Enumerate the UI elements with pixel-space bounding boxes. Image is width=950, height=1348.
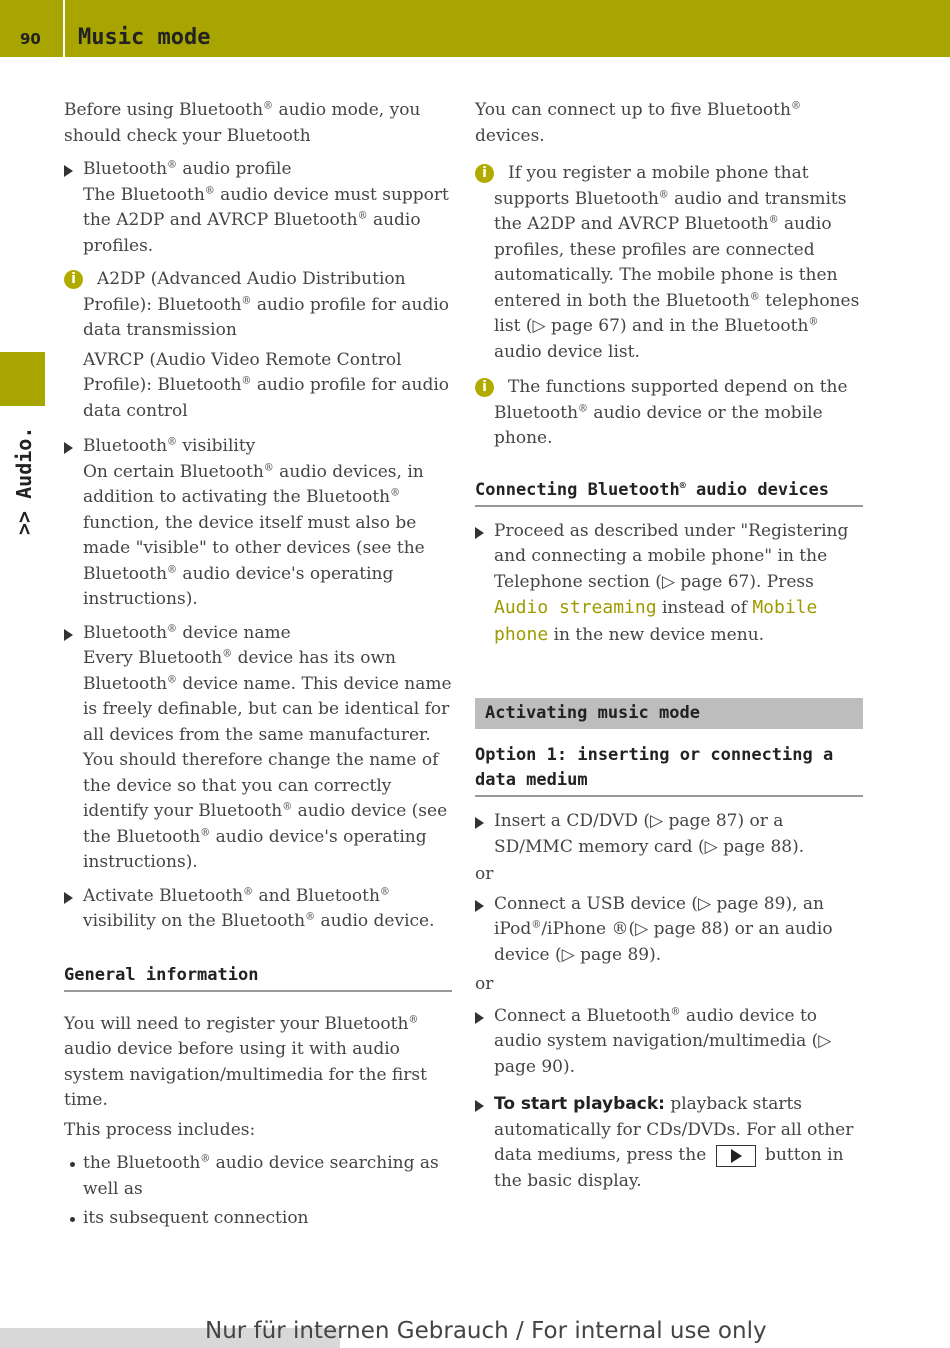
general-paragraph: You will need to register your Bluetooth® audio device before using it with audio system navigation/multimedia for the first time. [64,1013,427,1110]
mobile-phone-menu-item: Mobile phone [494,597,818,645]
general-information-heading: General information [64,963,452,992]
info-icon: i [64,270,83,289]
page-number: 90 [20,30,41,48]
process-paragraph: This process includes: [64,1119,256,1140]
option1-heading: Option 1: inserting or connecting a data medium [475,743,863,797]
section-title: Activating music mode [475,698,863,729]
intro-paragraph: Before using Bluetooth® audio mode, you should check your Bluetooth [64,100,421,146]
info-icon: i [475,378,494,397]
header-divider [63,0,65,57]
step-start-playback: To start playback: playback starts automatically for CDs/DVDs. For all other data mediums, press the button in the basic display. [475,1092,863,1194]
info-note-functions: i The functions supported depend on the Bluetooth® audio device or the mobile phone. [475,375,863,452]
audio-streaming-menu-item: Audio streaming [494,597,657,618]
step-connect-usb: Connect a USB device (▷ page 89), an iPod®/iPhone ®(▷ page 88) or an audio device (▷ page 89). [475,892,863,969]
left-column [64,98,452,1236]
info-note-profiles: i A2DP (Advanced Audio Distribution Profile): Bluetooth® audio profile for audio data transmission AVRCP (Audio Video Remote Control Profile): Bluetooth® audio profile for audio data control [64,267,452,424]
bullet-icon [70,1217,75,1222]
side-tab [6,395,40,535]
play-button [716,1145,756,1167]
list-item: its subsequent connection [64,1206,452,1232]
triangle-right-icon [475,527,484,539]
side-tab-label: >> Audio. [12,426,36,535]
info-icon: i [475,164,494,183]
info-note-register: i If you register a mobile phone that supports Bluetooth® audio and transmits the A2DP and AVRCP Bluetooth® audio profiles, these profiles are connected automatically. The mobile phone is then entered in both the Bluetooth® telephones list (▷ page 67) and in the Bluetooth® audio device list. [475,161,863,365]
right-column [475,98,863,1202]
play-icon [731,1149,742,1163]
list-item: the Bluetooth® audio device searching as well as [64,1151,452,1202]
triangle-right-icon [475,900,484,912]
bullet-icon [70,1162,75,1167]
step-audio-profile: Bluetooth® audio profile The Bluetooth® audio device must support the A2DP and AVRCP Bluetooth® audio profiles. [64,157,452,259]
triangle-right-icon [64,442,73,454]
page-title: Music mode [78,25,211,50]
step-device-name: Bluetooth® device name Every Bluetooth® device has its own Bluetooth® device name. This device name is freely definable, but can be identical for all devices from the same manufacturer. You should therefore change the name of the device so that you can correctly identify your Bluetooth® audio device (see the Bluetooth® audio device's operating instructions). [64,621,452,876]
step-visibility: Bluetooth® visibility On certain Bluetooth® audio devices, in addition to activating the Bluetooth® function, the device itself must also be made "visible" to other devices (see the Bluetooth® audio device's operating instructions). [64,434,452,613]
triangle-right-icon [64,165,73,177]
step-proceed: Proceed as described under "Registering and connecting a mobile phone" in the Telephone section (▷ page 67). Press Audio streaming instead of Mobile phone in the new device menu. [475,519,863,649]
triangle-right-icon [475,1012,484,1024]
step-connect-bluetooth: Connect a Bluetooth® audio device to audio system navigation/multimedia (▷ page 90). [475,1004,863,1081]
footer-watermark: Nur für internen Gebrauch / For internal use only [205,1318,767,1344]
connecting-heading: Connecting Bluetooth® audio devices [475,478,863,507]
or-text: or [475,864,494,884]
triangle-right-icon [64,629,73,641]
or-text: or [475,974,494,994]
triangle-right-icon [475,817,484,829]
triangle-right-icon [475,1100,484,1112]
step-insert: Insert a CD/DVD (▷ page 87) or a SD/MMC memory card (▷ page 88). [475,809,863,860]
step-activate: Activate Bluetooth® and Bluetooth® visibility on the Bluetooth® audio device. [64,884,452,935]
step-text: The Bluetooth® audio device must support the A2DP and AVRCP Bluetooth® audio profiles. [83,184,449,256]
triangle-right-icon [64,892,73,904]
connect-limit-paragraph: You can connect up to five Bluetooth® devices. [475,100,801,146]
